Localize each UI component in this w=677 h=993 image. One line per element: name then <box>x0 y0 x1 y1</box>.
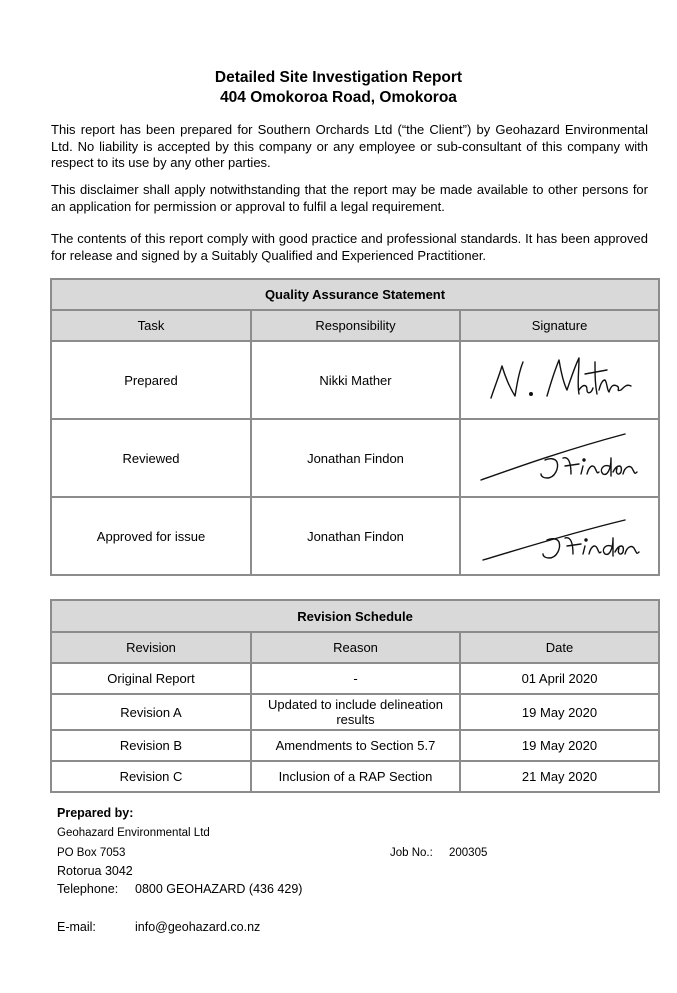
report-address: 404 Omokoroa Road, Omokoroa <box>220 89 457 106</box>
disclaimer-paragraph: This disclaimer shall apply notwithstanding that the report may be made available to other persons for an application for permission or approval to fulfil a legal requirement. <box>51 182 648 214</box>
city-postcode: Rotorua 3042 <box>57 864 133 878</box>
revision-reason: Inclusion of a RAP Section <box>251 761 460 792</box>
revision-reason: Updated to include delineation results <box>251 694 460 730</box>
po-box: PO Box 7053 <box>57 847 126 859</box>
job-number-label: Job No.: <box>390 847 433 859</box>
rev-col-date: Date <box>460 632 659 663</box>
quality-assurance-table <box>50 278 660 576</box>
revision-date: 19 May 2020 <box>460 730 659 761</box>
qa-table-title: Quality Assurance Statement <box>51 279 659 310</box>
revision-row <box>51 730 659 761</box>
rev-col-revision: Revision <box>51 632 251 663</box>
revision-reason: Amendments to Section 5.7 <box>251 730 460 761</box>
qa-responsibility: Jonathan Findon <box>251 419 460 497</box>
signature-findon <box>460 419 659 497</box>
prepared-by-label: Prepared by: <box>57 806 134 820</box>
qa-task: Approved for issue <box>51 497 251 575</box>
revision-row <box>51 761 659 792</box>
revision-reason: - <box>251 663 460 694</box>
qa-row-approved <box>51 497 659 575</box>
revision-schedule-table <box>50 599 660 793</box>
report-title: Detailed Site Investigation Report <box>214 69 463 86</box>
telephone-number: 0800 GEOHAZARD (436 429) <box>135 882 303 896</box>
telephone-label: Telephone: <box>57 882 119 896</box>
rev-col-reason: Reason <box>251 632 460 663</box>
liability-paragraph: This report has been prepared for Southern Orchards Ltd (“the Client”) by Geohazard Environmental Ltd. No liability is accepted by this company or any employee or sub-consultant of this company with respect to its use by any other parties. <box>51 122 648 170</box>
qa-responsibility: Jonathan Findon <box>251 497 460 575</box>
revision-name: Revision A <box>51 694 251 730</box>
company-name: Geohazard Environmental Ltd <box>57 827 210 839</box>
qa-row-reviewed <box>51 419 659 497</box>
revision-name: Revision C <box>51 761 251 792</box>
email-label: E-mail: <box>57 920 96 934</box>
revision-name: Original Report <box>51 663 251 694</box>
signature-mather <box>460 341 659 419</box>
revision-date: 19 May 2020 <box>460 694 659 730</box>
revision-name: Revision B <box>51 730 251 761</box>
revision-date: 21 May 2020 <box>460 761 659 792</box>
qa-responsibility: Nikki Mather <box>251 341 460 419</box>
qa-task: Prepared <box>51 341 251 419</box>
qa-col-responsibility: Responsibility <box>251 310 460 341</box>
email-link[interactable]: info@geohazard.co.nz <box>135 920 261 934</box>
revision-row <box>51 663 659 694</box>
signature-findon <box>460 497 659 575</box>
revision-row <box>51 694 659 730</box>
revision-table-title: Revision Schedule <box>51 600 659 632</box>
qa-col-signature: Signature <box>460 310 659 341</box>
job-number: 200305 <box>449 847 488 859</box>
standards-paragraph: The contents of this report comply with good practice and professional standards. It has been approved for release and signed by a Suitably Qualified and Experienced Practitioner. <box>51 231 648 263</box>
qa-task: Reviewed <box>51 419 251 497</box>
revision-date: 01 April 2020 <box>460 663 659 694</box>
qa-row-prepared <box>51 341 659 419</box>
qa-col-task: Task <box>51 310 251 341</box>
